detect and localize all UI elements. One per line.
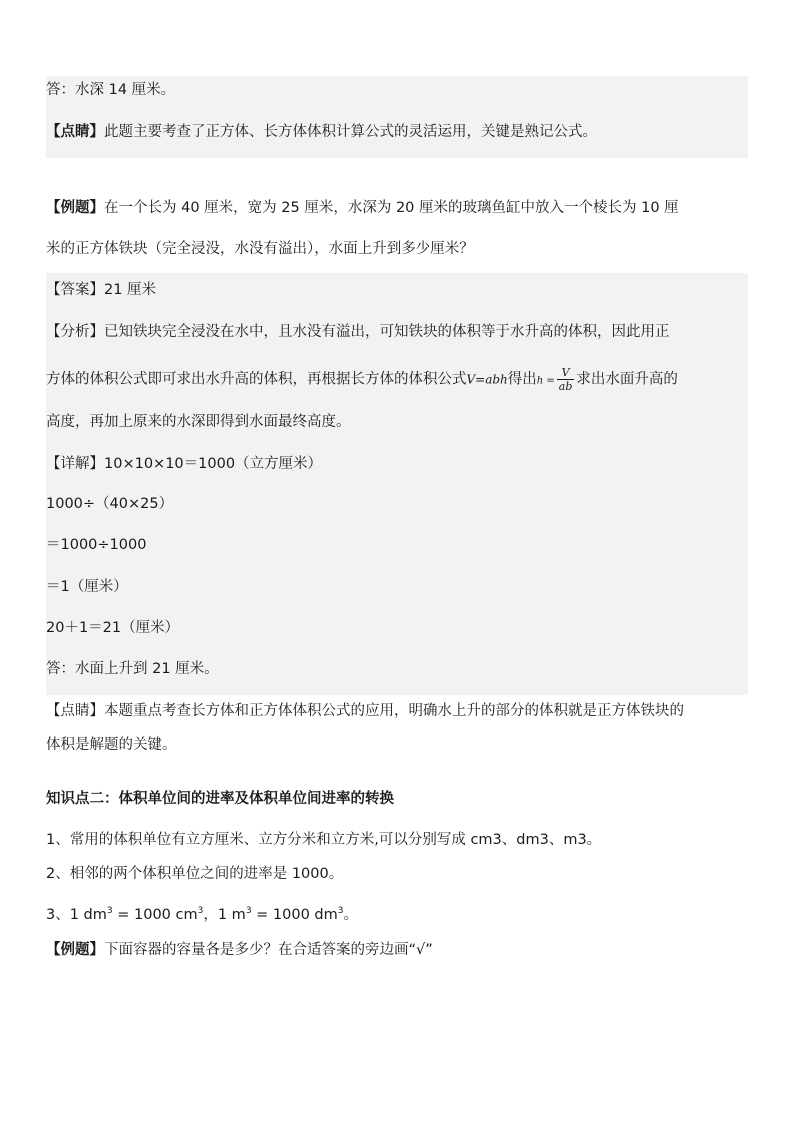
example-question-line-2: 米的正方体铁块（完全浸没，水没有溢出），水面上升到多少厘米？ — [46, 241, 474, 257]
analysis-line-1: 【分析】已知铁块完全浸没在水中，且水没有溢出，可知铁块的体积等于水升高的体积，因此用正 — [46, 324, 670, 340]
tip-line-2: 体积是解题的关键。 — [46, 737, 177, 753]
answer-line: 【答案】21 厘米 — [46, 282, 157, 298]
tip-label: 【点睛】 — [46, 124, 104, 140]
tip-text: 此题主要考查了正方体、长方体体积计算公式的灵活运用，关键是熟记公式。 — [104, 124, 597, 140]
answer-line: 答：水深 14 厘米。 — [46, 82, 176, 98]
detail-line-5: 20＋1＝21（厘米） — [46, 620, 180, 636]
detail-line-6: 答：水面上升到 21 厘米。 — [46, 661, 219, 677]
height-formula: h = — [536, 375, 555, 387]
analysis-line-2: 方体的体积公式即可求出水升高的体积，再根据长方体的体积公式V=abh得出h = $\frac{V}{ab}$ 求出水面升高的 — [46, 366, 678, 393]
detail-line-2: 1000÷（40×25） — [46, 496, 174, 512]
section-heading: 知识点二：体积单位间的进率及体积单位间进率的转换 — [46, 791, 394, 807]
analysis-line-3: 高度，再加上原来的水深即得到水面最终高度。 — [46, 414, 351, 430]
tip-line — [46, 122, 748, 142]
list-item-2: 2、相邻的两个体积单位之间的进率是 1000。 — [46, 866, 344, 882]
example-label: 【例题】 — [46, 942, 104, 958]
fraction-v-over-ab: $\frac{V}{ab}$ — [558, 366, 573, 393]
detail-line-4: ＝1（厘米） — [46, 579, 128, 595]
detail-line-1: 【详解】10×10×10＝1000（立方厘米） — [46, 456, 323, 472]
list-item-3: 3、1 $dm^3 = 1000$ $cm^3$，1 $m^3 = 1000$ $dm^3$。 — [46, 906, 358, 923]
list-item-1: 1、常用的体积单位有立方厘米、立方分米和立方米,可以分别写成 cm3、dm3、m3。 — [46, 832, 602, 848]
example-2-question: 【例题】下面容器的容量各是多少？在合适答案的旁边画“√” — [46, 942, 433, 958]
detail-line-3: ＝1000÷1000 — [46, 537, 147, 553]
example-label: 【例题】 — [46, 200, 104, 216]
volume-formula: V=abh — [466, 372, 508, 387]
example-question-line-1: 【例题】在一个长为 40 厘米，宽为 25 厘米，水深为 20 厘米的玻璃鱼缸中放入一个棱长为 10 厘 — [46, 200, 679, 216]
tip-line-1: 【点睛】本题重点考查长方体和正方体体积公式的应用，明确水上升的部分的体积就是正方体铁块的 — [46, 703, 684, 719]
